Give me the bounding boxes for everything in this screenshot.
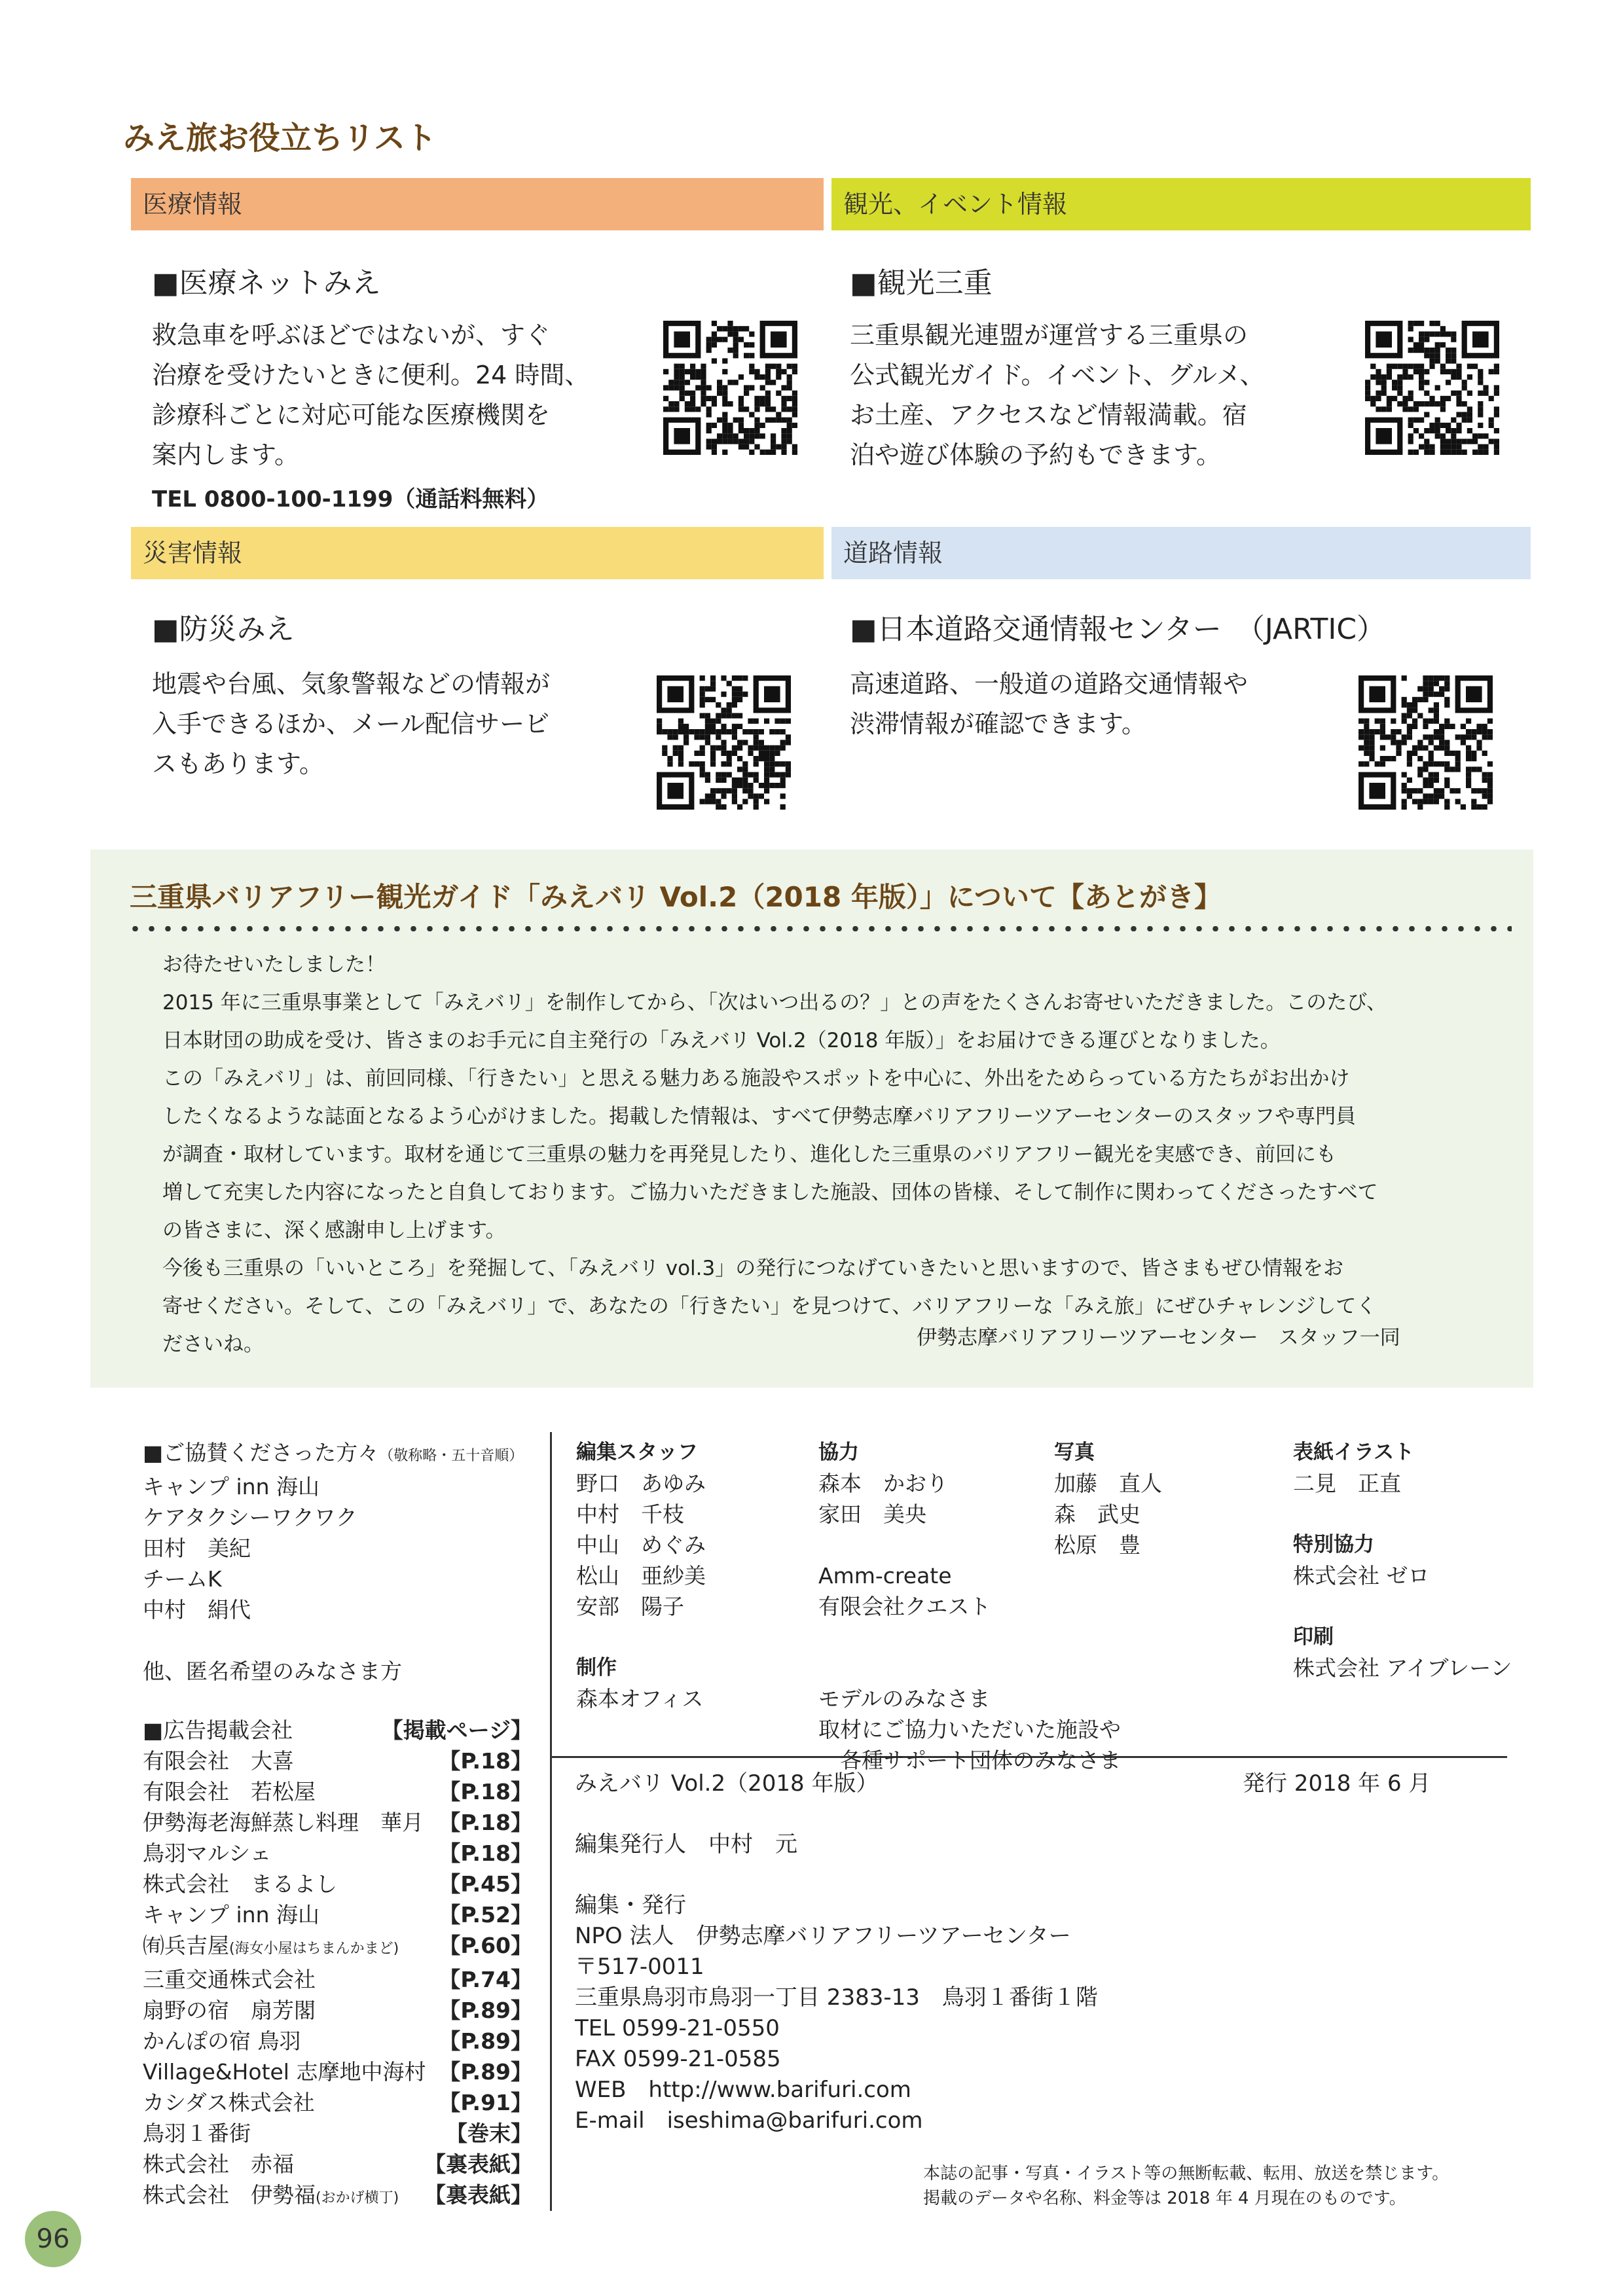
- advertiser-name: 株式会社 赤福: [143, 2151, 294, 2177]
- advertisers-page-heading: 【掲載ページ】: [381, 1717, 532, 1743]
- advertiser-note: (おかげ横丁): [316, 2190, 399, 2206]
- category-bar-road: 道路情報: [831, 527, 1531, 579]
- special-name: 株式会社 ゼロ: [1293, 1563, 1430, 1588]
- publisher: 編集発行人 中村 元: [575, 1831, 797, 1857]
- category-bar-tourism: 観光、イベント情報: [831, 178, 1531, 230]
- special-heading: 特別協力: [1293, 1533, 1374, 1556]
- editor-name: 松山 亜紗美: [576, 1563, 706, 1588]
- afterword-line: したくなるような誌面となるよう心がけました。掲載した情報は、すべて伊勢志摩バリアフリーツアーセンターのスタッフや専門員: [162, 1105, 1357, 1128]
- publication-org: [575, 1890, 1098, 2136]
- advertisers-heading: ■広告掲載会社: [143, 1717, 293, 1743]
- production-heading: 制作: [576, 1656, 617, 1679]
- footer-note-line: 掲載のデータや名称、料金等は 2018 年 4 月現在のものです。: [923, 2189, 1406, 2208]
- advertiser-row: [143, 1995, 532, 2026]
- advertisers-list: [143, 1715, 532, 2214]
- advertiser-name: 扇野の宿 扇芳閣: [143, 1998, 316, 2023]
- editor-name: 安部 陽子: [576, 1594, 684, 1619]
- advertiser-page: 【P.18】: [439, 1840, 532, 1866]
- sponsor-name: チームK: [143, 1566, 222, 1592]
- production-name: 森本オフィス: [576, 1686, 704, 1712]
- advertiser-page: 【裏表紙】: [424, 2151, 532, 2177]
- advertiser-row: [143, 2118, 532, 2149]
- desc-medical: 救急車を呼ぶほどではないが、すぐ 治療を受けたいときに便利。24 時間、 診療科ごとに対応可能な医療機関を 案内します。: [152, 321, 590, 469]
- org-name: NPO 法人 伊勢志摩バリアフリーツアーセンター: [575, 1923, 1071, 1949]
- advertiser-note: (海女小屋はちまんかまど): [229, 1941, 399, 1957]
- advertiser-page: 【P.60】: [439, 1933, 532, 1958]
- advertiser-page: 【P.52】: [439, 1902, 532, 1928]
- advertiser-name: Village&Hotel 志摩地中海村: [143, 2059, 426, 2085]
- afterword-line: 寄せください。そして、この「みえバリ」で、あなたの「行きたい」を見つけて、バリアフリーな「みえ旅」にぜひチャレンジしてく: [162, 1295, 1377, 1318]
- afterword-line: 今後も三重県の「いいところ」を発掘して、「みえバリ vol.3」の発行につなげていきたいと思いますので、皆さまもぜひ情報をお: [162, 1257, 1343, 1280]
- credits-photo: [1054, 1437, 1162, 1560]
- sponsor-name: ケアタクシーワクワク: [143, 1505, 357, 1530]
- qr-code-icon[interactable]: [657, 675, 791, 810]
- advertiser-page: 【P.89】: [439, 2028, 532, 2054]
- desc-road: 高速道路、一般道の道路交通情報や 渋滞情報が確認できます。: [850, 670, 1249, 738]
- fax: FAX 0599-21-0585: [575, 2046, 781, 2072]
- cooperation-name: 森本 かおり: [818, 1471, 948, 1496]
- credits-cover: [1293, 1437, 1512, 1683]
- advertiser-row: [143, 2056, 532, 2087]
- heading-kanko-mie: ■観光三重: [850, 266, 993, 300]
- qr-code-icon[interactable]: [1365, 321, 1499, 455]
- sponsor-others: 他、匿名希望のみなさま方: [143, 1659, 402, 1684]
- advertiser-page: 【裏表紙】: [424, 2182, 532, 2208]
- advertiser-page: 【P.89】: [439, 1998, 532, 2023]
- afterword-line: 増して充実した内容になったと自負しております。ご協力いただきました施設、団体の皆様、そして制作に関わってくださったすべて: [162, 1181, 1378, 1204]
- cooperation-heading: 協力: [818, 1441, 859, 1464]
- advertiser-row: [143, 1838, 532, 1869]
- advertiser-page: 【P.45】: [439, 1871, 532, 1897]
- editor-name: 野口 あゆみ: [576, 1471, 706, 1496]
- cooperation-name: 取材にご協力いただいた施設や: [818, 1717, 1121, 1742]
- email-link[interactable]: E-mail iseshima@barifuri.com: [575, 2108, 923, 2134]
- publication-date: 発行 2018 年 6 月: [1243, 1770, 1431, 1797]
- qr-code-icon[interactable]: [663, 321, 797, 455]
- afterword-title: 三重県バリアフリー観光ガイド「みえバリ Vol.2（2018 年版）」について【あとがき】: [130, 881, 1222, 913]
- printing-name: 株式会社 アイブレーン: [1293, 1655, 1512, 1681]
- afterword-line: この「みえバリ」は、前回同様、「行きたい」と思える魅力ある施設やスポットを中心に、外出をためらっている方たちがお出かけ: [162, 1067, 1350, 1090]
- advertiser-row: [143, 1869, 532, 1899]
- photo-heading: 写真: [1054, 1441, 1095, 1464]
- cover-name: 二見 正直: [1293, 1471, 1401, 1496]
- afterword-line: 日本財団の助成を受け、皆さまのお手元に自主発行の「みえバリ Vol.2（2018 年版）」をお届けできる運びとなりました。: [162, 1029, 1281, 1052]
- advertiser-page: 【P.18】: [439, 1748, 532, 1774]
- advertiser-row: [143, 1746, 532, 1776]
- category-bar-disaster: 災害情報: [131, 527, 824, 579]
- heading-jartic: ■日本道路交通情報センター （JARTIC）: [850, 613, 1386, 646]
- advertiser-page: 【P.89】: [439, 2059, 532, 2085]
- cover-heading: 表紙イラスト: [1293, 1441, 1415, 1464]
- afterword-line: お待たせいたしました！: [162, 953, 386, 977]
- desc-tourism: 三重県観光連盟が運営する三重県の 公式観光ガイド。イベント、グルメ、 お土産、アクセスなど情報満載。宿 泊や遊び体験の予約もできます。: [850, 321, 1265, 469]
- advertiser-row: [143, 1899, 532, 1930]
- editors-heading: 編集スタッフ: [576, 1441, 698, 1464]
- advertiser-name: 有限会社 大喜: [143, 1748, 294, 1774]
- advertiser-page: 【P.18】: [439, 1779, 532, 1804]
- advertiser-row: [143, 2026, 532, 2056]
- advertiser-name: キャンプ inn 海山: [143, 1902, 319, 1928]
- afterword-line: の皆さまに、深く感謝申し上げます。: [162, 1219, 506, 1242]
- afterword-body: [162, 946, 1498, 1363]
- heading-medical-net-mie: ■医療ネットみえ: [152, 266, 381, 300]
- photo-name: 森 武史: [1054, 1501, 1140, 1527]
- qr-code-icon[interactable]: [1359, 675, 1493, 810]
- page-title: みえ旅お役立ちリスト: [123, 120, 437, 156]
- advertiser-name: カシダス株式会社: [143, 2090, 315, 2115]
- advertiser-page: 【巻末】: [446, 2121, 532, 2146]
- publication-name: みえバリ Vol.2（2018 年版）: [575, 1770, 879, 1797]
- page-number: 96: [25, 2211, 81, 2267]
- advertiser-row: [143, 1930, 532, 1964]
- advertiser-row: [143, 1964, 532, 1995]
- advertiser-row: [143, 2087, 532, 2118]
- cooperation-name: モデルのみなさま: [818, 1686, 991, 1712]
- printing-heading: 印刷: [1293, 1625, 1334, 1649]
- advertiser-name: 株式会社 まるよし: [143, 1871, 337, 1897]
- postal-code: 〒517-0011: [575, 1954, 704, 1980]
- photo-name: 加藤 直人: [1054, 1471, 1162, 1496]
- advertiser-name: 伊勢海老海鮮蒸し料理 華月: [143, 1810, 424, 1835]
- desc-disaster: 地震や台風、気象警報などの情報が 入手できるほか、メール配信サービ スもあります。: [152, 670, 551, 778]
- afterword-line: が調査・取材しています。取材を通じて三重県の魅力を再発見したり、進化した三重県のバリアフリー観光を実感でき、前回にも: [162, 1143, 1337, 1166]
- credits-editors: [576, 1437, 706, 1714]
- heading-bousai-mie: ■防災みえ: [152, 613, 295, 646]
- footer-note-line: 本誌の記事・写真・イラスト等の無断転載、転用、放送を禁じます。: [923, 2164, 1450, 2183]
- advertiser-name: かんぽの宿 鳥羽: [143, 2028, 301, 2054]
- advertiser-row: [143, 2149, 532, 2179]
- advertiser-page: 【P.91】: [439, 2090, 532, 2115]
- web-link[interactable]: WEB http://www.barifuri.com: [575, 2077, 911, 2103]
- cooperation-name: Amm-create: [818, 1563, 952, 1588]
- vertical-divider: [550, 1432, 552, 2211]
- sponsors-heading-note: （敬称略・五十音順）: [379, 1448, 524, 1464]
- sponsors-list: [143, 1437, 523, 1687]
- advertiser-page: 【P.74】: [439, 1967, 532, 1992]
- category-bar-medical: 医療情報: [131, 178, 824, 230]
- sponsors-heading: ■ご協賛くださった方々: [143, 1440, 380, 1465]
- cooperation-name: 家田 美央: [818, 1501, 926, 1527]
- dotted-divider: [127, 926, 1512, 931]
- org-label: 編集・発行: [575, 1892, 686, 1918]
- cooperation-spacer: [818, 1622, 1121, 1683]
- advertiser-page: 【P.18】: [439, 1810, 532, 1835]
- cooperation-name: 各種サポート団体のみなさま: [818, 1748, 1121, 1773]
- editor-name: 中村 千枝: [576, 1501, 684, 1527]
- footer-notes: [923, 2161, 1449, 2211]
- advertiser-name: 有限会社 若松屋: [143, 1779, 316, 1804]
- afterword-line: ださいね。: [162, 1333, 264, 1356]
- sponsor-name: キャンプ inn 海山: [143, 1474, 319, 1499]
- advertiser-row: [143, 2179, 532, 2214]
- advertiser-name: 鳥羽１番街: [143, 2121, 251, 2146]
- sponsor-name: 中村 絹代: [143, 1597, 251, 1623]
- afterword-line: 2015 年に三重県事業として「みえバリ」を制作してから、「次はいつ出るの？」との声をたくさんお寄せいただきました。このたび、: [162, 991, 1387, 1014]
- address: 三重県鳥羽市鳥羽一丁目 2383-13 鳥羽１番街１階: [575, 1984, 1098, 2011]
- tel: TEL 0599-21-0550: [575, 2015, 780, 2041]
- editor-name: 中山 めぐみ: [576, 1532, 706, 1558]
- advertiser-name: 三重交通株式会社: [143, 1967, 316, 1992]
- photo-name: 松原 豊: [1054, 1532, 1140, 1558]
- advertiser-name: 株式会社 伊勢福: [143, 2182, 316, 2208]
- cooperation-name: 有限会社クエスト: [818, 1594, 991, 1619]
- sponsor-name: 田村 美紀: [143, 1535, 251, 1561]
- advertiser-row: [143, 1776, 532, 1807]
- afterword-signature: 伊勢志摩バリアフリーツアーセンター スタッフ一同: [917, 1326, 1400, 1350]
- advertiser-name: ㈲兵吉屋: [143, 1933, 229, 1958]
- advertiser-name: 鳥羽マルシェ: [143, 1840, 272, 1866]
- advertiser-row: [143, 1807, 532, 1838]
- tel-medical: TEL 0800-100-1199（通話料無料）: [152, 486, 549, 512]
